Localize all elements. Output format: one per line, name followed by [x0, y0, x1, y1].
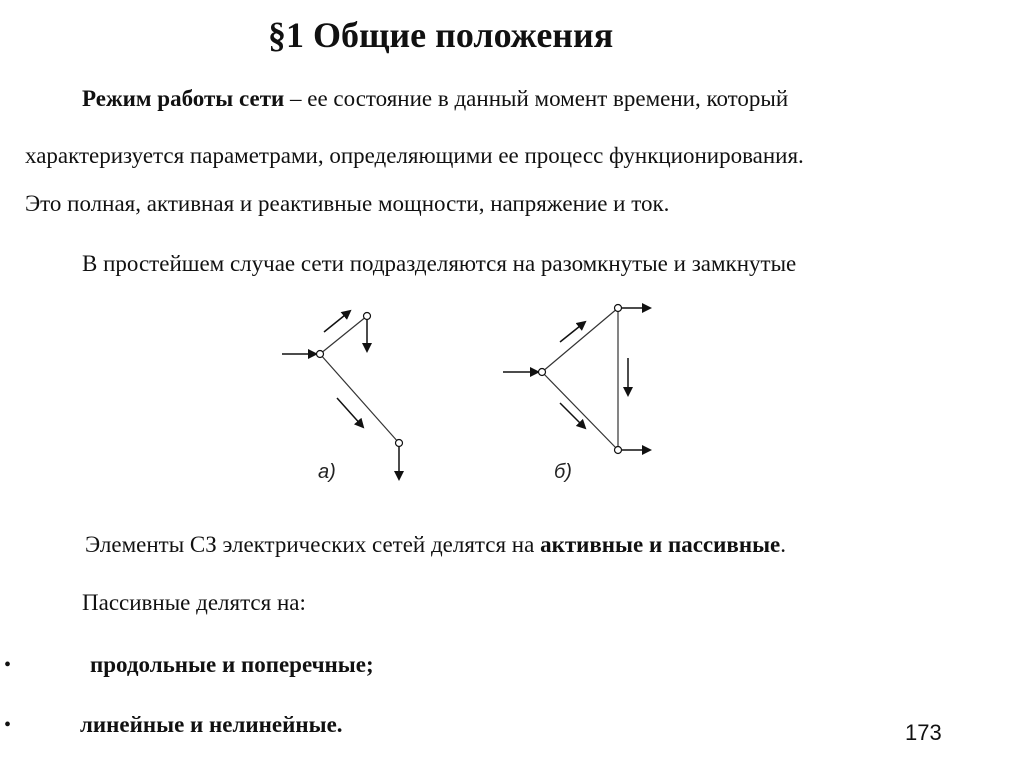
- label-a: а): [318, 461, 336, 483]
- page-title: §1 Общие положения: [268, 15, 614, 55]
- definition-text: – ее состояние в данный момент времени, который: [284, 86, 789, 111]
- para-network-types: В простейшем случае сети подразделяются на разомкнутые и замкнутые: [82, 251, 797, 276]
- bullet-marker: •: [4, 654, 12, 676]
- para-elements: [85, 532, 786, 558]
- elements-end: .: [780, 532, 786, 557]
- closed-network-diagram: [503, 305, 650, 484]
- network-diagram: [270, 295, 670, 495]
- bullet-item-longitudinal: продольные и поперечные;: [90, 652, 374, 677]
- para-passive: Пассивные делятся на:: [82, 590, 306, 615]
- elements-text: Элементы СЗ электрических сетей делятся на: [85, 532, 541, 557]
- term-network-mode: Режим работы сети: [82, 86, 285, 111]
- bullet-item-linear: линейные и нелинейные.: [80, 712, 343, 737]
- bullet-marker: •: [4, 714, 12, 736]
- para-definition-line3: Это полная, активная и реактивные мощности, напряжение и ток.: [25, 191, 670, 216]
- label-b: б): [554, 461, 572, 483]
- para-definition-line1: [82, 86, 788, 112]
- page-number: 173: [905, 720, 942, 745]
- elements-bold: активные и пассивные: [540, 532, 781, 557]
- open-network-diagram: [282, 311, 403, 483]
- para-definition-line2: характеризуется параметрами, определяющими ее процесс функционирования.: [25, 143, 804, 168]
